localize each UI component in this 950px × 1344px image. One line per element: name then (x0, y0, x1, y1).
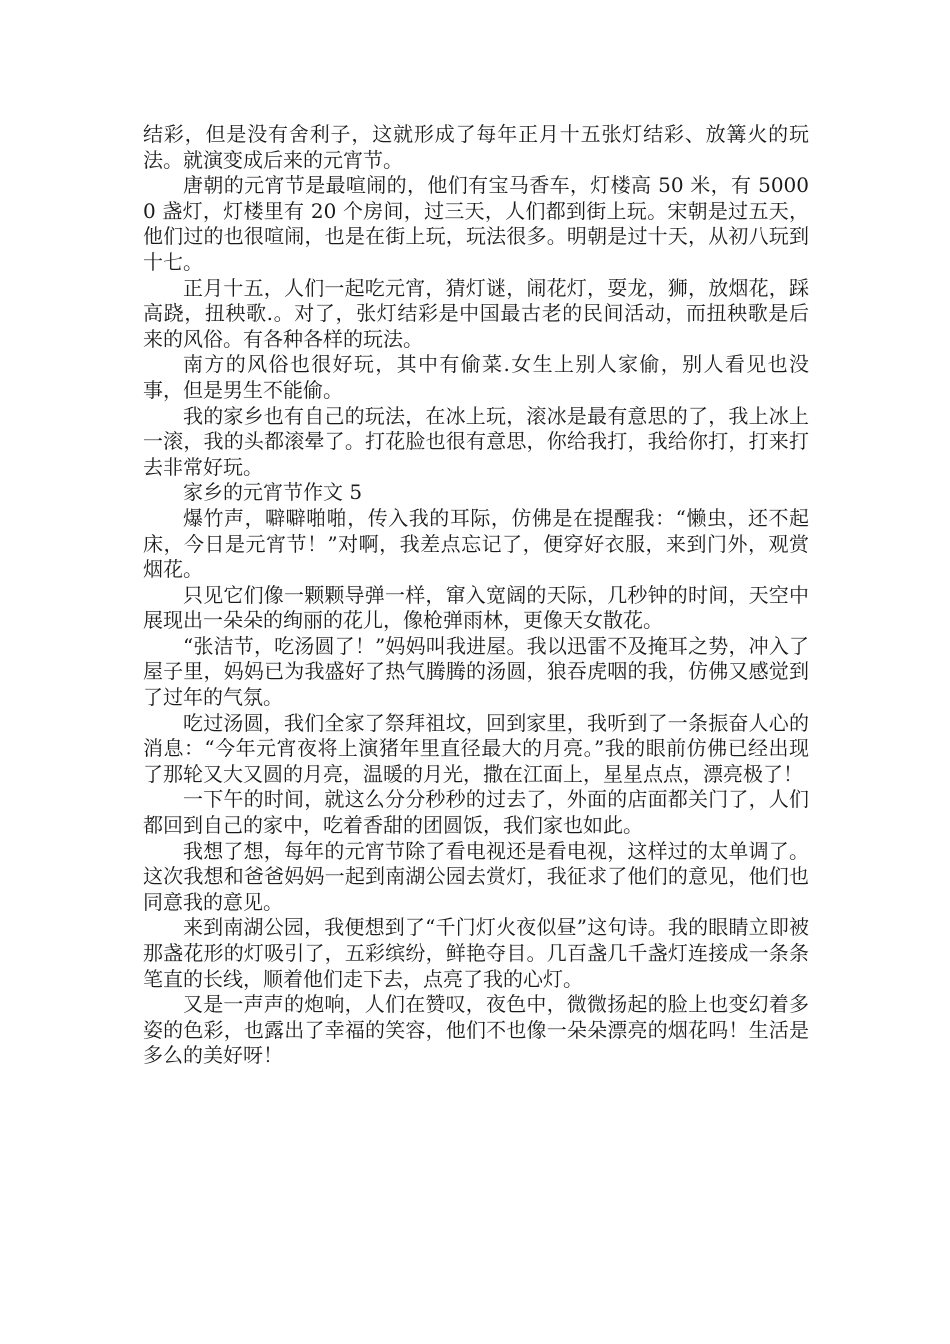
paragraph: 南方的风俗也很好玩，其中有偷菜.女生上别人家偷，别人看见也没事，但是男生不能偷。 (143, 352, 809, 402)
section-heading: 家乡的元宵节作文 5 (183, 480, 363, 505)
paragraph: 又是一声声的炮响，人们在赞叹，夜色中，微微扬起的脸上也变幻着多姿的色彩，也露出了幸福的笑容，他们不也像一朵朵漂亮的烟花吗！生活是多么的美好呀！ (143, 992, 809, 1068)
paragraph: 只见它们像一颗颗导弹一样，窜入宽阔的天际，几秒钟的时间，天空中展现出一朵朵的绚丽的花儿，像枪弹雨林，更像天女散花。 (143, 582, 809, 633)
paragraph: 正月十五，人们一起吃元宵，猜灯谜，闹花灯，耍龙，狮，放烟花，踩高跷，扭秧歌.。对了，张灯结彩是中国最古老的民间活动，而扭秧歌是后来的风俗。有各种各样的玩法。 (143, 275, 809, 351)
paragraph: 爆竹声，噼噼啪啪，传入我的耳际，仿佛是在提醒我：“懒虫，还不起床，今日是元宵节！”对啊，我差点忘记了，便穿好衣服，来到门外，观赏烟花。 (143, 505, 809, 582)
paragraph: 来到南湖公园，我便想到了“千门灯火夜似昼”这句诗。我的眼睛立即被那盏花形的灯吸引了，五彩缤纷，鲜艳夺目。几百盏几千盏灯连接成一条条笔直的长线，顺着他们走下去，点亮了我的心灯。 (143, 915, 809, 991)
paragraph: 我的家乡也有自己的玩法，在冰上玩，滚冰是最有意思的了，我上冰上一滚，我的头都滚晕了。打花脸也很有意思，你给我打，我给你打，打来打去非常好玩。 (143, 403, 809, 479)
paragraph: 结彩，但是没有舍利子，这就形成了每年正月十五张灯结彩、放篝火的玩法。就演变成后来的元宵节。 (143, 122, 809, 172)
paragraph: 一下午的时间，就这么分分秒秒的过去了，外面的店面都关门了，人们都回到自己的家中，吃着香甜的团圆饭，我们家也如此。 (143, 787, 809, 838)
paragraph: 我想了想，每年的元宵节除了看电视还是看电视，这样过的太单调了。这次我想和爸爸妈妈一起到南湖公园去赏灯，我征求了他们的意见，他们也同意我的意见。 (143, 838, 809, 914)
paragraph: 吃过汤圆，我们全家了祭拜祖坟，回到家里，我听到了一条振奋人心的消息：“今年元宵夜将上演猪年里直径最大的月亮。”我的眼前仿佛已经出现了那轮又大又圆的月亮，温暖的月光，撒在江面上，星星点点，漂亮极了！ (143, 710, 809, 786)
paragraph: “张洁节，吃汤圆了！”妈妈叫我进屋。我以迅雷不及掩耳之势，冲入了屋子里，妈妈已为我盛好了热气腾腾的汤圆，狼吞虎咽的我，仿佛又感觉到了过年的气氛。 (143, 633, 809, 710)
paragraph: 唐朝的元宵节是最喧闹的，他们有宝马香车，灯楼高 50 米，有 50000 盏灯，灯楼里有 20 个房间，过三天，人们都到街上玩。宋朝是过五天，他们过的也很喧闹，也是在街上玩，玩法很多。明朝是过十天，从初八玩到十七。 (143, 173, 809, 274)
document-body (143, 122, 809, 1069)
